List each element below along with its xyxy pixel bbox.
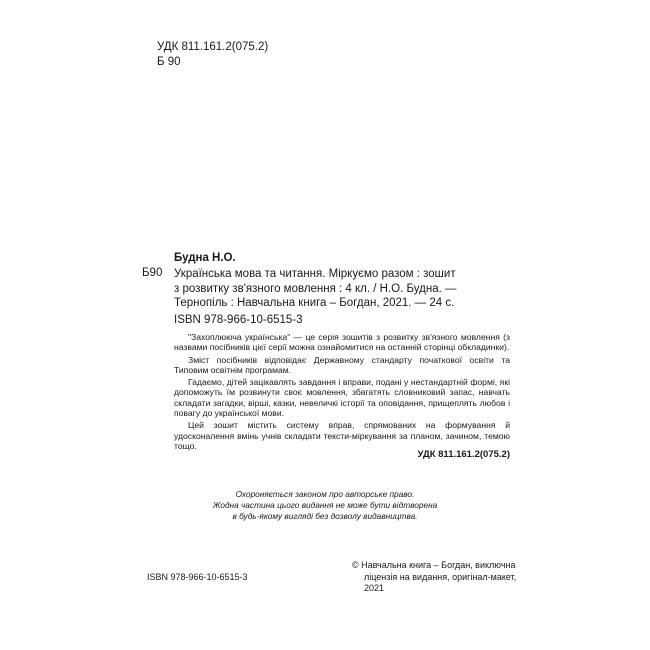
copyright-notice <box>160 489 490 523</box>
card-isbn: ISBN 978-966-10-6515-3 <box>174 314 303 326</box>
udk-code: УДК 811.161.2(075.2) <box>157 41 269 53</box>
description-line: з розвитку зв'язного мовлення : 4 кл. / Н.О. Будна. — <box>174 282 457 295</box>
description-line: Українська мова та читання. Міркуємо разом : зошит <box>174 268 456 280</box>
author-mark: Б90 <box>142 267 163 279</box>
card-udk: УДК 811.161.2(075.2) <box>417 449 510 460</box>
publisher-line-1: © Навчальна книга – Богдан, виключна <box>352 560 516 570</box>
footer-isbn: ISBN 978-966-10-6515-3 <box>147 572 248 582</box>
annotation-paragraph: Зміст посібників відповідає Державному стандарту початкової освіти та Типовим освітнім програмам. <box>174 354 510 375</box>
annotation-paragraph: Гадаємо, дітей зацікавлять завдання і вправи, подані у нестандартній формі, які допоможуть їм розвинути своє мовлення, збагатять словниковий запас, навчать складати загадки, вірші, казки, невеличкі історії та оповідання, прищеплять любов і повагу до української мови. <box>174 377 510 419</box>
publisher-line-2: ліцензія на видання, оригінал-макет, 2021 <box>364 571 517 593</box>
copyright-line: Жодна частина цього видання не може бути відтворена <box>212 500 438 511</box>
library-code: Б 90 <box>157 56 181 68</box>
description-line: Тернопіль : Навчальна книга – Богдан, 2021. — 24 с. <box>174 297 455 309</box>
author-name: Будна Н.О. <box>174 252 236 264</box>
udk-header <box>157 40 268 70</box>
bibliographic-description <box>174 267 510 311</box>
copyright-line: в будь-якому вигляді без дозволу видавництва. <box>232 511 418 522</box>
publisher-copyright <box>352 560 522 595</box>
annotation-paragraph: Цей зошит містить систему вправ, спрямованих на формування й удосконалення вмінь учнів складати тексти-міркування за планом, зачином, темою тощо. <box>174 420 510 451</box>
annotation <box>174 332 510 453</box>
copyright-line: Охороняється законом про авторське право. <box>235 489 415 499</box>
annotation-paragraph: "Захоплююча українська" — це серія зошитів з розвитку зв'язного мовлення (з назвами посібників цієї серії можна ознайомитися на останній сторінці обкладинки). <box>174 332 510 353</box>
